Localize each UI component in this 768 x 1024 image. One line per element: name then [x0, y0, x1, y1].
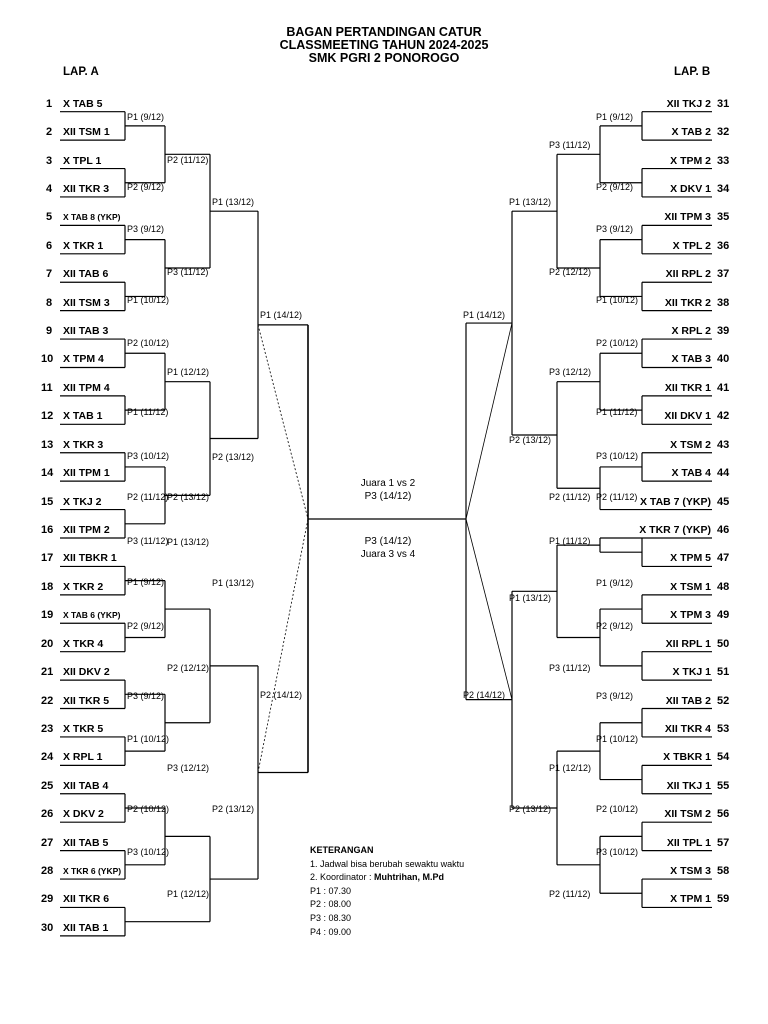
bracket-title-line-1: BAGAN PERTANDINGAN CATUR: [286, 25, 482, 39]
team-number-right: 38: [717, 296, 730, 309]
schedule-label-right: P1 (9/12): [596, 578, 634, 588]
schedule-label-left: P3 (10/12): [127, 451, 170, 461]
team-name-left: XII TAB 4: [63, 779, 109, 792]
team-number-left: 9: [46, 325, 53, 338]
team-name-left: XII TAB 6: [63, 268, 109, 281]
team-name-right: X TKJ 1: [672, 666, 711, 679]
team-number-right: 47: [717, 552, 730, 565]
schedule-label-right: P2 (10/12): [596, 338, 639, 348]
schedule-label-left: P2 (12/12): [167, 663, 210, 673]
team-number-left: 22: [41, 694, 54, 707]
team-name-right: XII TPM 3: [664, 211, 711, 224]
notes-p4: P4 : 09.00: [310, 926, 352, 937]
notes-heading: KETERANGAN: [310, 845, 374, 855]
team-number-right: 31: [717, 97, 730, 110]
team-name-left: X TKR 3: [63, 438, 104, 451]
team-number-left: 27: [41, 836, 54, 849]
team-number-left: 18: [41, 580, 54, 593]
team-number-left: 6: [46, 239, 53, 252]
team-number-right: 52: [717, 694, 730, 707]
team-number-right: 41: [717, 381, 730, 394]
team-number-left: 12: [41, 410, 54, 423]
team-name-left: X TKJ 2: [63, 495, 102, 508]
team-name-right: X RPL 2: [671, 325, 711, 338]
team-name-left: X DKV 2: [63, 808, 104, 821]
final-top-line-2: P3 (14/12): [364, 491, 412, 502]
team-number-right: 32: [717, 126, 730, 139]
schedule-label-right: P2 (9/12): [596, 182, 634, 192]
diagonal-line-right: [466, 323, 512, 519]
team-number-right: 48: [717, 580, 730, 593]
schedule-label-right: P2 (11/12): [596, 492, 638, 502]
team-number-right: 58: [717, 865, 730, 878]
team-number-right: 49: [717, 609, 730, 622]
team-name-left: X TAB 6 (YKP): [63, 610, 121, 621]
notes-p3: P3 : 08.30: [310, 912, 352, 923]
team-number-right: 39: [717, 325, 730, 338]
coordinator-name: Muhtrihan, M.Pd: [374, 872, 445, 883]
team-name-left: XII TAB 3: [63, 325, 109, 338]
team-number-left: 10: [41, 353, 54, 366]
diagonal-line-right: [466, 519, 512, 700]
team-name-left: X TAB 8 (YKP): [63, 212, 121, 223]
notes-line-2: [310, 871, 464, 885]
schedule-label-left: P2 (13/12): [167, 492, 210, 502]
team-number-left: 7: [46, 268, 53, 281]
final-bottom-line-1: P3 (14/12): [364, 536, 412, 547]
schedule-label-right: P1 (14/12): [463, 310, 506, 320]
team-name-left: XII DKV 2: [63, 666, 110, 679]
team-number-right: 37: [717, 268, 730, 281]
schedule-label-right: P2 (13/12): [509, 804, 552, 814]
final-top-label: [308, 477, 468, 503]
team-name-left: XII TSM 1: [63, 126, 110, 139]
team-name-right: X TAB 3: [671, 353, 711, 366]
schedule-label-right: P3 (10/12): [596, 847, 639, 857]
team-number-left: 17: [41, 552, 54, 565]
schedule-label-right: P1 (11/12): [549, 536, 591, 546]
schedule-label-left: P1 (13/12): [212, 578, 255, 588]
schedule-label-right: P3 (9/12): [596, 691, 634, 701]
final-bottom-line-2: Juara 3 vs 4: [360, 549, 416, 560]
team-number-left: 28: [41, 865, 54, 878]
team-name-left: XII TAB 1: [63, 921, 109, 934]
schedule-label-right: P3 (10/12): [596, 451, 639, 461]
team-name-right: XII TKJ 1: [666, 779, 711, 792]
team-number-left: 21: [41, 666, 54, 679]
team-name-left: X TPM 4: [63, 353, 104, 366]
schedule-label-left: P2 (11/12): [167, 155, 209, 165]
schedule-label-right: P1 (13/12): [509, 197, 552, 207]
team-number-left: 20: [41, 637, 54, 650]
notes-p1: P1 : 07.30: [310, 885, 352, 896]
team-name-left: X TKR 6 (YKP): [63, 866, 122, 877]
schedule-label-left: P3 (11/12): [127, 536, 169, 546]
dotted-line-left: [258, 519, 308, 772]
team-number-right: 56: [717, 808, 730, 821]
schedule-label-left: P1 (12/12): [167, 367, 210, 377]
schedule-label-left: P1 (13/12): [167, 537, 210, 547]
schedule-label-left: P3 (9/12): [127, 691, 165, 701]
team-number-left: 30: [41, 921, 54, 934]
team-name-right: XII TKR 2: [664, 296, 711, 309]
team-number-right: 34: [717, 182, 730, 195]
team-name-right: XII TSM 2: [664, 808, 711, 821]
team-number-right: 44: [717, 467, 730, 480]
team-name-right: X DKV 1: [670, 182, 711, 195]
team-number-left: 25: [41, 779, 54, 792]
team-number-left: 19: [41, 609, 54, 622]
schedule-label-left: P2 (10/12): [127, 804, 170, 814]
team-number-right: 45: [717, 495, 730, 508]
team-number-right: 46: [717, 524, 730, 536]
schedule-label-right: P1 (10/12): [596, 295, 639, 305]
schedule-label-left: P3 (11/12): [167, 267, 209, 277]
team-name-left: X RPL 1: [63, 751, 103, 764]
schedule-label-right: P1 (13/12): [509, 593, 552, 603]
team-name-right: X TBKR 1: [663, 751, 711, 764]
team-number-left: 2: [46, 126, 53, 139]
team-number-right: 55: [717, 779, 730, 792]
team-number-left: 13: [41, 438, 54, 451]
schedule-label-right: P2 (13/12): [509, 435, 552, 445]
team-name-left: X TAB 1: [63, 410, 103, 423]
team-number-left: 23: [41, 722, 54, 735]
schedule-label-right: P3 (12/12): [549, 367, 592, 377]
team-number-left: 29: [41, 893, 54, 906]
schedule-label-right: P2 (14/12): [463, 690, 506, 700]
schedule-label-left: P2 (9/12): [127, 621, 165, 631]
team-number-right: 59: [717, 893, 730, 906]
team-name-right: X TSM 3: [670, 865, 711, 878]
team-name-right: X TKR 7 (YKP): [639, 524, 711, 536]
team-number-right: 36: [717, 239, 730, 252]
team-name-right: XII RPL 1: [665, 637, 711, 650]
team-name-right: XII TPL 1: [666, 836, 711, 849]
schedule-label-left: P2 (11/12): [127, 492, 169, 502]
bracket-title-line-3: SMK PGRI 2 PONOROGO: [308, 51, 460, 65]
team-number-left: 16: [41, 524, 54, 536]
schedule-label-left: P2 (13/12): [212, 452, 255, 462]
team-number-left: 26: [41, 808, 54, 821]
schedule-label-right: P2 (10/12): [596, 804, 639, 814]
team-number-left: 4: [46, 182, 53, 195]
notes-p2: P2 : 08.00: [310, 899, 352, 910]
team-name-left: XII TSM 3: [63, 296, 110, 309]
schedule-label-right: P1 (12/12): [549, 763, 592, 773]
team-number-left: 14: [41, 467, 54, 480]
schedule-label-right: P2 (11/12): [549, 889, 591, 899]
schedule-label-left: P1 (12/12): [167, 889, 210, 899]
schedule-label-left: P1 (11/12): [127, 407, 169, 417]
team-name-right: X TPL 2: [672, 239, 711, 252]
schedule-label-right: P2 (9/12): [596, 621, 634, 631]
team-name-left: XII TKR 5: [63, 694, 110, 707]
team-name-left: X TKR 1: [63, 239, 104, 252]
team-number-left: 24: [41, 751, 54, 764]
schedule-label-left: P1 (14/12): [260, 310, 303, 320]
team-number-left: 11: [41, 381, 53, 394]
team-name-right: X TAB 2: [671, 126, 711, 139]
schedule-label-left: P3 (10/12): [127, 847, 170, 857]
schedule-label-right: P2 (11/12): [549, 492, 591, 502]
team-number-left: 8: [46, 296, 53, 309]
team-number-right: 54: [717, 751, 730, 764]
team-name-left: XII TAB 5: [63, 836, 109, 849]
schedule-label-right: P3 (11/12): [549, 663, 591, 673]
team-name-right: X TPM 5: [670, 552, 711, 565]
team-name-right: XII TKR 4: [664, 722, 711, 735]
team-number-right: 42: [717, 410, 730, 423]
team-name-left: XII TKR 3: [63, 182, 110, 195]
bracket-title-line-2: CLASSMEETING TAHUN 2024-2025: [279, 38, 489, 52]
team-number-right: 43: [717, 438, 730, 451]
team-number-right: 35: [717, 211, 730, 224]
team-number-right: 53: [717, 722, 730, 735]
team-name-right: XII TKR 1: [664, 381, 711, 394]
team-name-right: XII RPL 2: [665, 268, 711, 281]
schedule-label-right: P2 (12/12): [549, 267, 592, 277]
team-name-right: XII TAB 2: [665, 694, 711, 707]
schedule-label-right: P1 (10/12): [596, 734, 639, 744]
schedule-label-left: P1 (10/12): [127, 734, 170, 744]
team-name-right: X TSM 1: [670, 580, 711, 593]
lap-b-label: LAP. B: [674, 66, 711, 78]
team-name-left: XII TPM 1: [63, 467, 110, 480]
team-number-right: 40: [717, 353, 730, 366]
team-name-right: X TAB 7 (YKP): [640, 495, 711, 508]
schedule-label-left: P1 (10/12): [127, 295, 170, 305]
team-number-left: 15: [41, 495, 54, 508]
team-name-right: XII TKJ 2: [666, 97, 711, 110]
team-name-left: X TKR 2: [63, 580, 104, 593]
notes-line-2-prefix: 2. Koordinator :: [310, 872, 375, 883]
team-name-right: X TPM 2: [670, 154, 711, 167]
schedule-label-left: P1 (9/12): [127, 112, 165, 122]
notes-panel: [310, 844, 464, 939]
team-number-left: 3: [46, 154, 53, 167]
team-name-right: X TPM 3: [670, 609, 711, 622]
dotted-line-left: [258, 325, 308, 519]
schedule-label-left: P2 (9/12): [127, 182, 165, 192]
team-name-left: XII TPM 4: [63, 381, 110, 394]
schedule-label-right: P1 (11/12): [596, 407, 638, 417]
team-name-left: X TAB 5: [63, 97, 103, 110]
schedule-label-left: P1 (13/12): [212, 197, 255, 207]
schedule-label-right: P1 (9/12): [596, 112, 634, 122]
schedule-label-left: P2 (14/12): [260, 690, 303, 700]
team-number-right: 50: [717, 637, 730, 650]
schedule-label-left: P3 (12/12): [167, 763, 210, 773]
team-name-left: XII TKR 6: [63, 893, 110, 906]
schedule-label-left: P2 (10/12): [127, 338, 170, 348]
final-top-line-1: Juara 1 vs 2: [360, 478, 416, 489]
team-name-left: X TKR 4: [63, 637, 104, 650]
team-name-right: X TAB 4: [671, 467, 711, 480]
team-number-right: 57: [717, 836, 730, 849]
team-number-right: 33: [717, 154, 730, 167]
team-number-left: 5: [46, 211, 53, 224]
schedule-label-left: P2 (13/12): [212, 804, 255, 814]
team-name-right: X TPM 1: [670, 893, 711, 906]
schedule-label-left: P3 (9/12): [127, 224, 165, 234]
team-number-right: 51: [717, 666, 730, 679]
lap-a-label: LAP. A: [63, 66, 99, 78]
schedule-label-right: P3 (9/12): [596, 224, 634, 234]
team-name-right: X TSM 2: [670, 438, 711, 451]
notes-line-1: 1. Jadwal bisa berubah sewaktu waktu: [310, 858, 465, 869]
team-name-left: XII TBKR 1: [63, 552, 117, 565]
team-number-left: 1: [46, 97, 53, 110]
team-name-left: X TPL 1: [63, 154, 102, 167]
schedule-label-left: P1 (9/12): [127, 577, 165, 587]
team-name-left: X TKR 5: [63, 722, 104, 735]
schedule-label-right: P3 (11/12): [549, 140, 591, 150]
final-bottom-label: [308, 535, 468, 561]
team-name-right: XII DKV 1: [664, 410, 711, 423]
team-name-left: XII TPM 2: [63, 524, 110, 536]
